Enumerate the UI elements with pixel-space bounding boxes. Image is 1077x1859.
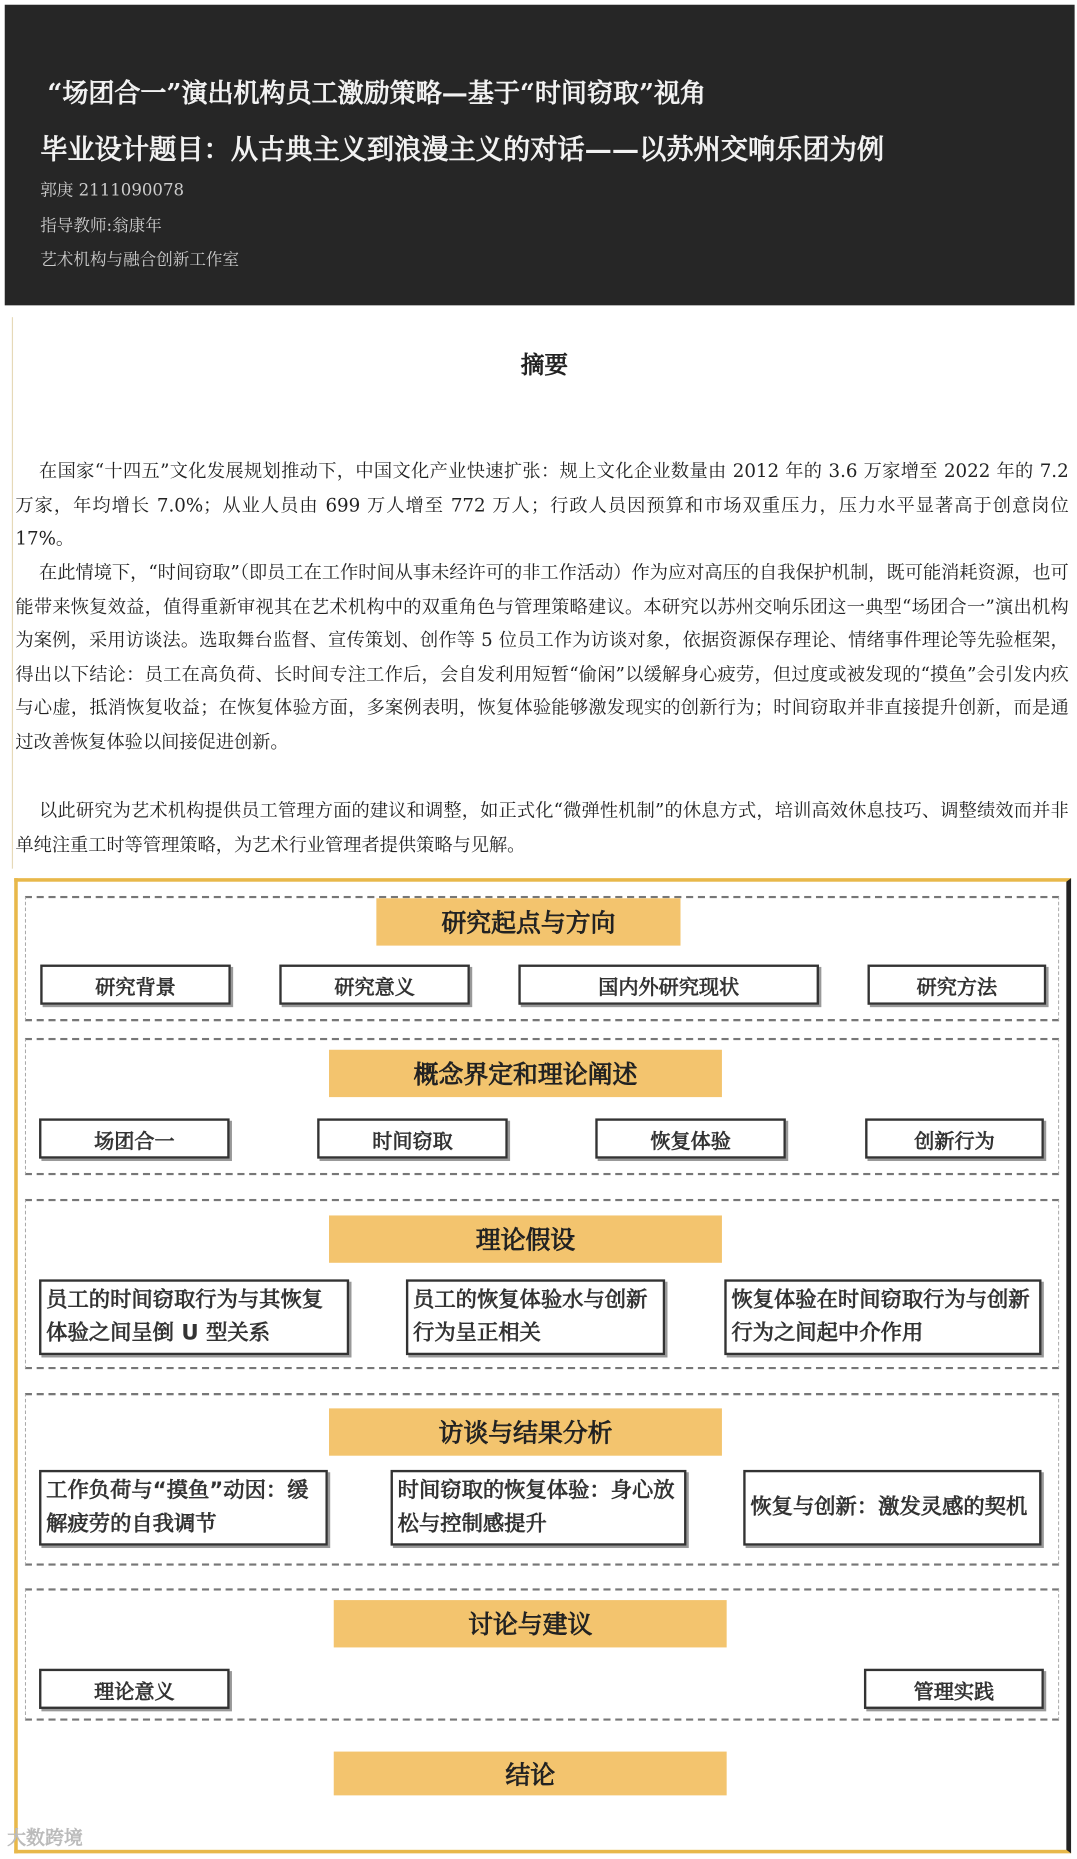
framework-box: 时间窃取的恢复体验：身心放松与控制感提升 [391,1470,687,1546]
framework-box: 工作负荷与“摸鱼”动因：缓解疲劳的自我调节 [39,1470,328,1546]
section-header: 讨论与建议 [334,1600,727,1647]
framework-box: 恢复体验 [595,1118,786,1158]
section-header: 访谈与结果分析 [329,1408,722,1455]
studio: 艺术机构与融合创新工作室 [40,250,240,270]
framework-box: 管理实践 [864,1669,1044,1709]
abstract-paragraph: 以此研究为艺术机构提供员工管理方面的建议和调整，如正式化“微弹性机制”的休息方式，培训高效休息技巧、调整绩效而并非单纯注重工时等管理策略，为艺术行业管理者提供策略与见解。 [15,800,1069,856]
framework-box: 研究方法 [868,965,1047,1005]
abstract-title: 摘要 [520,350,569,379]
abstract-paragraph: 在国家“十四五”文化发展规划推动下，中国文化产业快速扩张：规上文化企业数量由 2012 年的 3.6 万家增至 2022 年的 7.2 万家，年均增长 7.0%；从业人员由 699 万人增至 772 万人；行政人员因预算和市场双重压力，压力水平显著高于创意岗位17%。 [15,460,1069,550]
thesis-title: “场团合一”演出机构员工激励策略—基于“时间窃取”视角 [47,78,707,109]
framework-box: 理论意义 [39,1669,230,1709]
section-header: 理论假设 [329,1215,722,1262]
framework-box: 场团合一 [39,1118,230,1158]
framework-box: 员工的恢复体验水与创新行为呈正相关 [406,1279,665,1355]
abstract-paragraph: 在此情境下，“时间窃取”（即员工在工作时间从事未经许可的非工作活动）作为应对高压的自我保护机制，既可能消耗资源，也可能带来恢复效益，值得重新审视其在艺术机构中的双重角色与管理策略建议。本研究以苏州交响乐团这一典型“场团合一”演出机构为案例，采用访谈法。选取舞台监督、宣传策划、创作等 5 位员工作为访谈对象，依据资源保存理论、情绪事件理论等先验框架，得出以下结论：员工在高负荷、长时间专注工作后，会自发利用短暂“偷闲”以缓解身心疲劳，但过度或被发现的“摸鱼”会引发内疚与心虚，抵消恢复收益；在恢复体验方面，多案例表明，恢复体验能够激发现实的创新行为；时间窃取并非直接提升创新，而是通过改善恢复体验以间接促进创新。 [15,562,1069,753]
framework-box: 恢复与创新：激发灵感的契机 [743,1470,1041,1546]
watermark: 大数跨境 [7,1826,83,1849]
framework-box: 创新行为 [865,1118,1044,1158]
advisor: 指导教师:翁康年 [40,216,162,236]
framework-box: 员工的时间窃取行为与其恢复体验之间呈倒 U 型关系 [39,1279,349,1355]
framework-box: 时间窃取 [317,1118,508,1158]
framework-box: 研究背景 [40,965,231,1005]
design-title: 毕业设计题目：从古典主义到浪漫主义的对话——以苏州交响乐团为例 [40,133,885,166]
framework-box: 国内外研究现状 [518,965,819,1005]
framework-box: 恢复体验在时间窃取行为与创新行为之间起中介作用 [724,1279,1041,1355]
title-banner [5,5,1075,306]
abstract-section [12,317,1076,869]
framework-box: 研究意义 [279,965,470,1005]
section-header-conclusion: 结论 [334,1752,727,1796]
research-framework-diagram [14,878,1071,1853]
author: 郭庚 2111090078 [40,181,185,201]
section-header: 研究起点与方向 [376,898,680,945]
section-header: 概念界定和理论阐述 [329,1050,722,1097]
